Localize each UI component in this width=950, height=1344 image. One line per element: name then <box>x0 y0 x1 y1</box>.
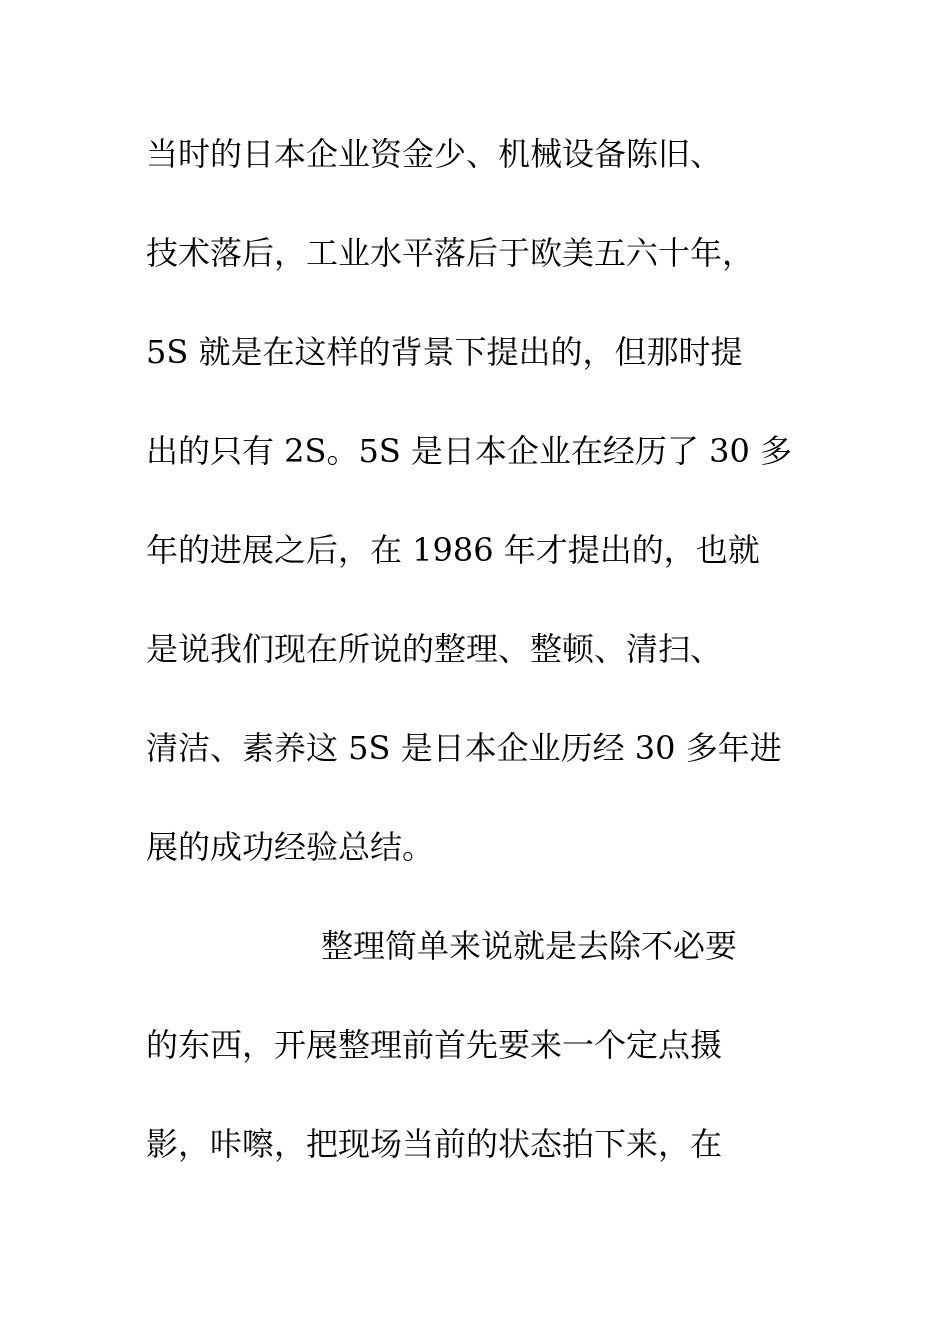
text-line: 展的成功经验总结。 <box>146 828 435 866</box>
text-line: 的东西，开展整理前首先要来一个定点摄 <box>146 1026 723 1064</box>
text-line: 出的只有 2S。5S 是日本企业在经历了 30 多 <box>146 432 792 470</box>
text-line: 清洁、素养这 5S 是日本企业历经 30 多年进 <box>146 729 782 767</box>
text-line: 技术落后，工业水平落后于欧美五六十年， <box>146 234 755 272</box>
text-line: 5S 就是在这样的背景下提出的，但那时提 <box>146 333 743 371</box>
text-line: 年的进展之后，在 1986 年才提出的，也就 <box>146 531 760 569</box>
text-line: 是说我们现在所说的整理、整顿、清扫、 <box>146 630 723 668</box>
body-text <box>146 124 826 1213</box>
paragraph-start-line: 整理简单来说就是去除不必要 <box>321 927 738 965</box>
text-line: 影，咔嚓，把现场当前的状态拍下来，在 <box>146 1125 723 1163</box>
text-line: 当时的日本企业资金少、机械设备陈旧、 <box>146 135 723 173</box>
